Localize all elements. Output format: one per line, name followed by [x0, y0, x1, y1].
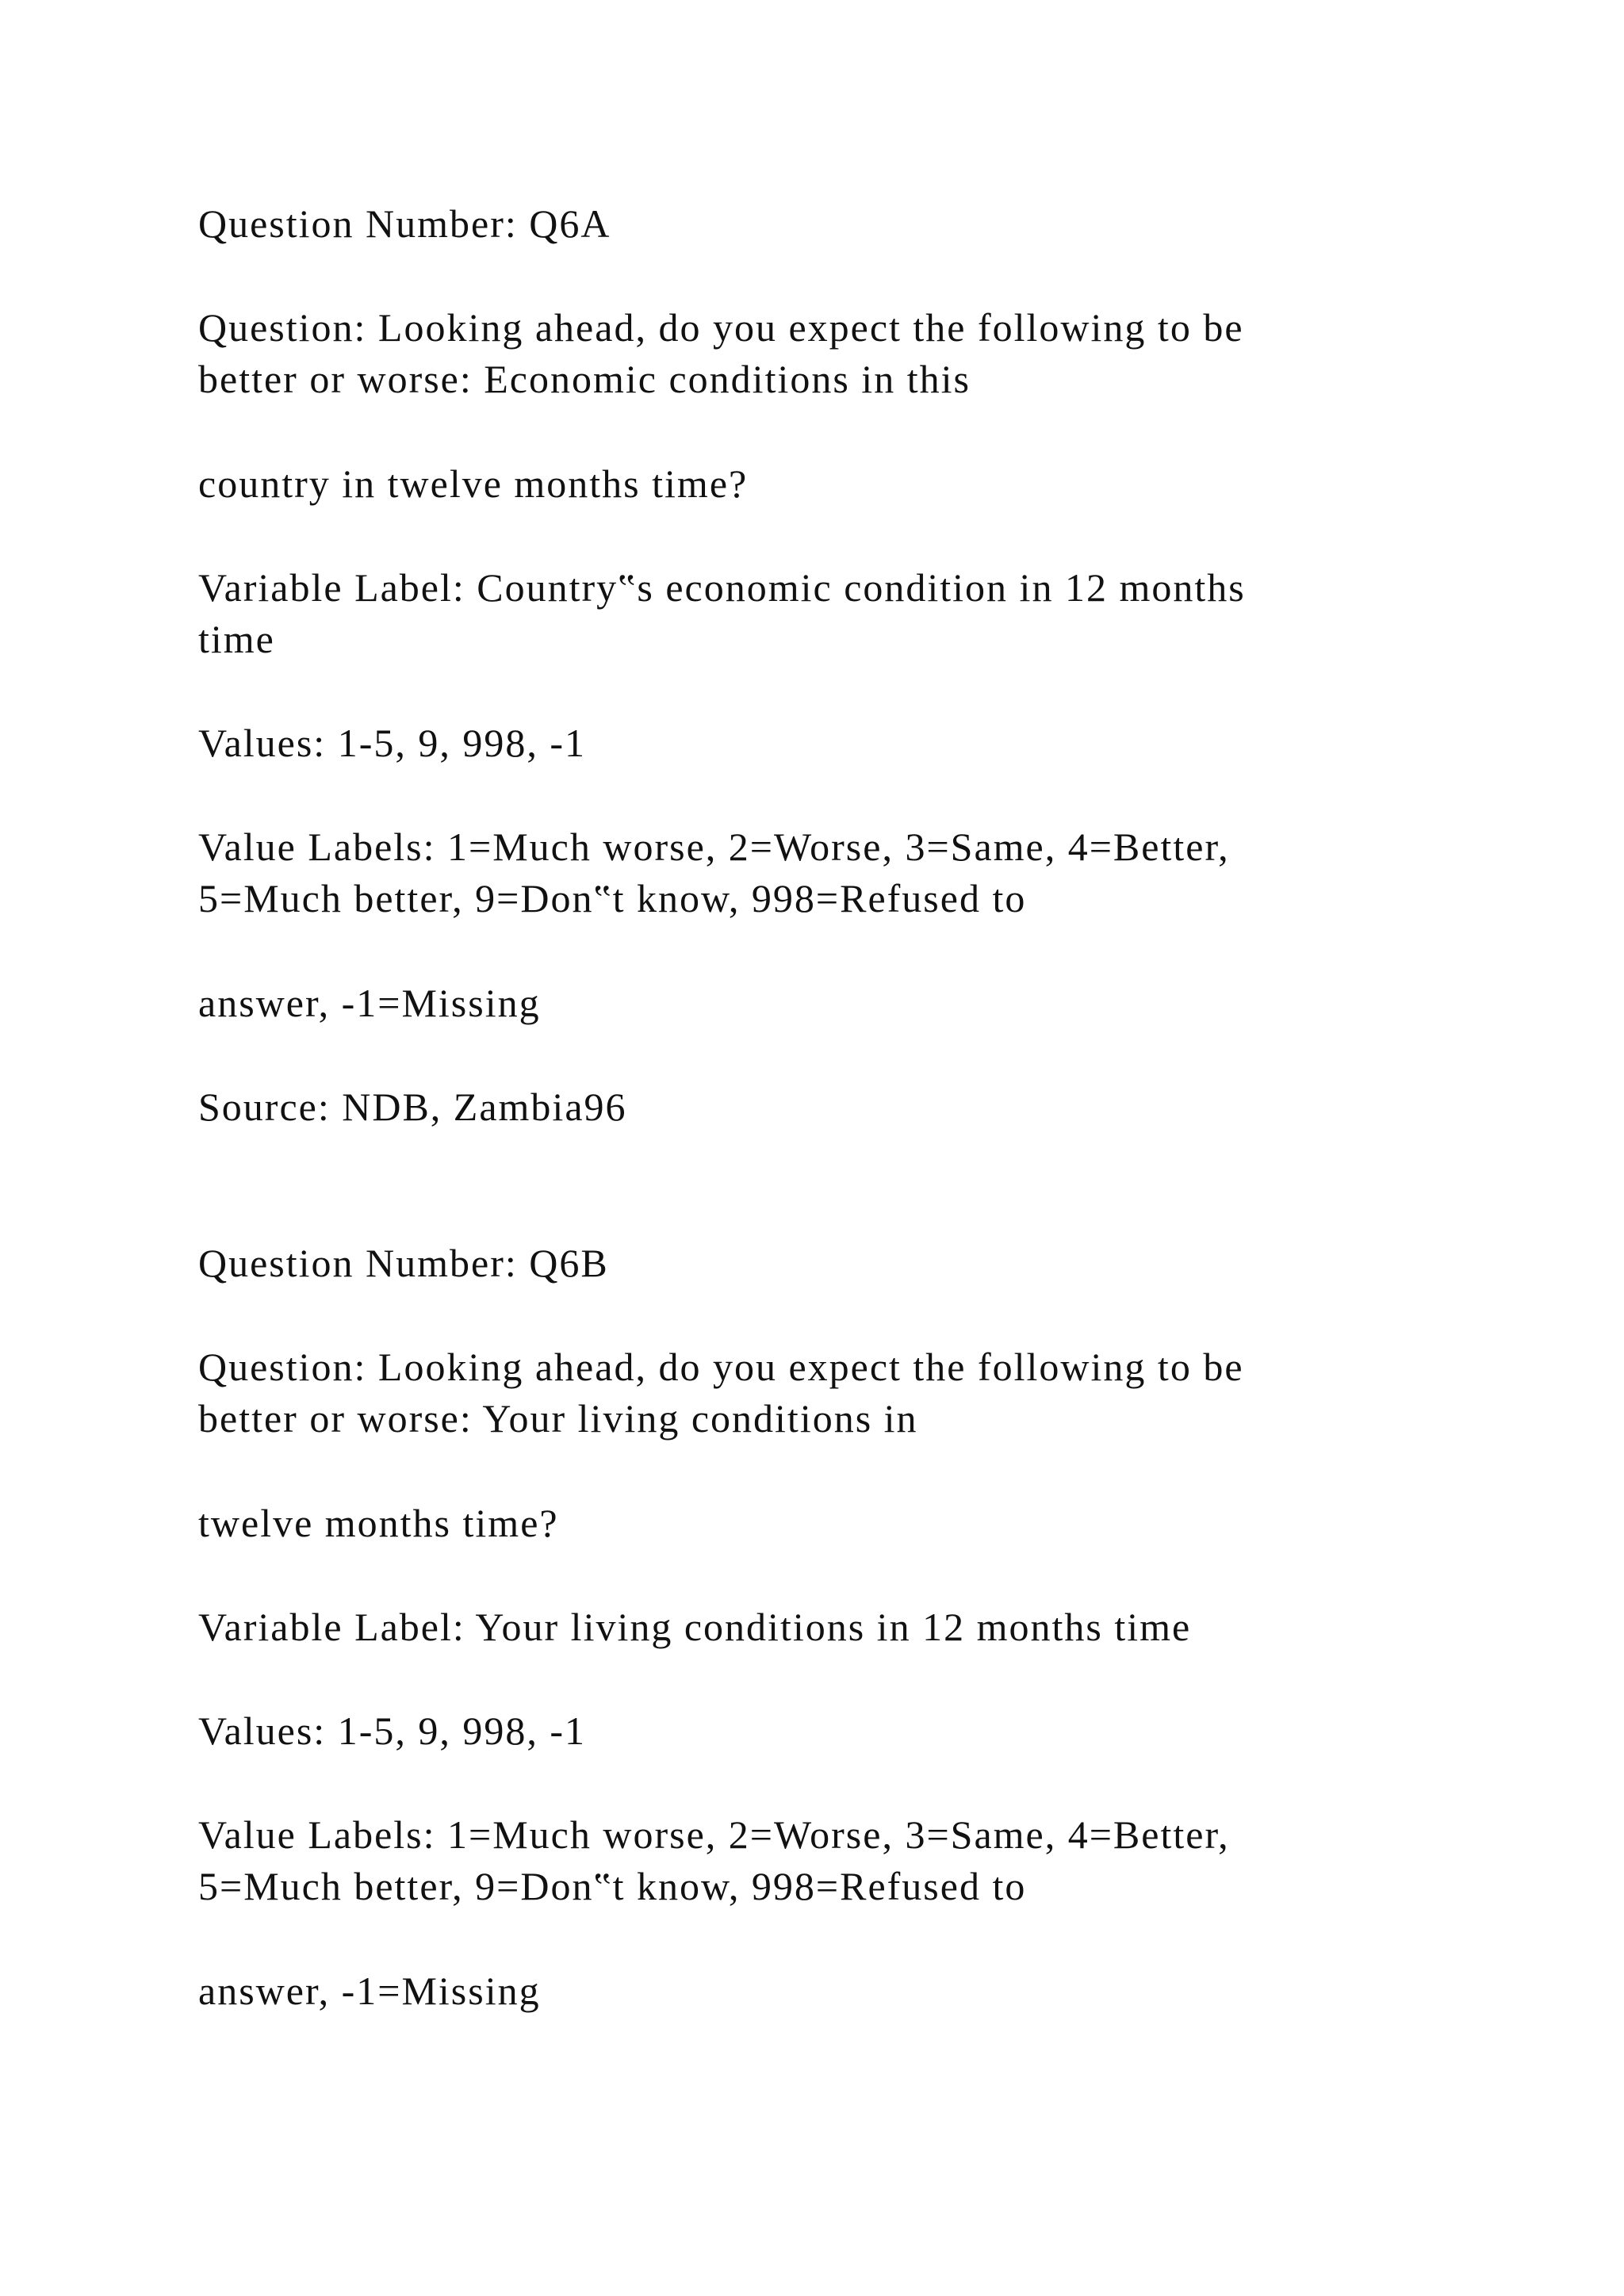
question-text-line: twelve months time?: [198, 1501, 559, 1545]
question-text-line: Question: Looking ahead, do you expect the following to be: [198, 1345, 1244, 1389]
values-line: Values: 1-5, 9, 998, -1: [198, 1709, 586, 1753]
value-labels-line: 5=Much better, 9=Don‟t know, 998=Refused to: [198, 1864, 1027, 1908]
source-line: Source: NDB, Zambia96: [198, 1085, 627, 1129]
variable-label-line: Variable Label: Your living conditions in 12 months time: [198, 1605, 1192, 1649]
value-labels-line: answer, -1=Missing: [198, 1969, 541, 2013]
question-text-line: country in twelve months time?: [198, 461, 749, 506]
values-line: Values: 1-5, 9, 998, -1: [198, 721, 586, 765]
variable-label-line: Variable Label: Country‟s economic condition in 12 months: [198, 565, 1246, 610]
value-labels-line: Value Labels: 1=Much worse, 2=Worse, 3=Same, 4=Better,: [198, 1812, 1230, 1857]
question-text-line: better or worse: Economic conditions in this: [198, 357, 971, 401]
question-number: Question Number: Q6B: [198, 1241, 609, 1285]
value-labels-line: 5=Much better, 9=Don‟t know, 998=Refused to: [198, 876, 1027, 920]
value-labels-line: Value Labels: 1=Much worse, 2=Worse, 3=Same, 4=Better,: [198, 825, 1230, 869]
question-number: Question Number: Q6A: [198, 201, 611, 246]
question-text-line: Question: Looking ahead, do you expect the following to be: [198, 305, 1244, 350]
question-text-line: better or worse: Your living conditions in: [198, 1396, 918, 1441]
variable-label-line: time: [198, 617, 275, 661]
value-labels-line: answer, -1=Missing: [198, 981, 541, 1025]
